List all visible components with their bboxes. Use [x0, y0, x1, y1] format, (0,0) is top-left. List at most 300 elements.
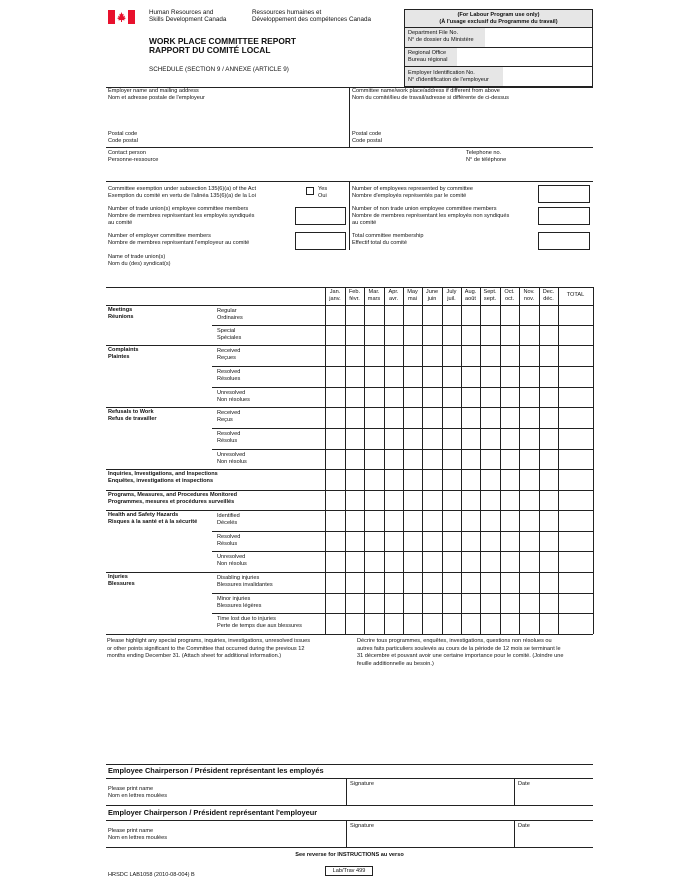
table-cell[interactable] — [481, 367, 500, 387]
table-cell[interactable] — [404, 511, 422, 531]
table-cell[interactable] — [520, 594, 539, 613]
table-cell[interactable] — [385, 326, 403, 345]
table-cell[interactable] — [540, 450, 558, 469]
table-cell[interactable] — [501, 429, 519, 449]
table-cell[interactable] — [346, 450, 364, 469]
employee-signature-label: Signature — [350, 781, 374, 787]
table-cell[interactable] — [423, 450, 442, 469]
table-cell[interactable] — [423, 306, 442, 325]
table-cell[interactable] — [404, 594, 422, 613]
table-cell[interactable] — [346, 614, 364, 634]
table-cell[interactable] — [520, 408, 539, 428]
table-cell[interactable] — [365, 388, 384, 407]
table-cell[interactable] — [385, 573, 403, 593]
table-cell[interactable] — [540, 346, 558, 366]
table-cell[interactable] — [481, 532, 500, 551]
union-members-input[interactable] — [295, 207, 346, 225]
table-cell[interactable] — [462, 306, 480, 325]
row-label-fr: Reçus — [217, 417, 233, 423]
table-cell[interactable] — [326, 573, 345, 593]
table-cell[interactable] — [540, 429, 558, 449]
employees-represented-input[interactable] — [538, 185, 590, 203]
table-cell[interactable] — [520, 367, 539, 387]
employer-name-label-fr: Nom et adresse postale de l'employeur — [108, 95, 205, 101]
table-cell[interactable] — [443, 346, 461, 366]
employer-print-name-label: Please print name — [108, 828, 154, 834]
employer-date-label: Date — [518, 823, 530, 829]
table-cell[interactable] — [501, 614, 519, 634]
month-header-3: Apr. — [388, 289, 399, 295]
table-cell[interactable] — [404, 573, 422, 593]
table-cell[interactable] — [346, 532, 364, 551]
table-cell[interactable] — [462, 326, 480, 345]
table-cell[interactable] — [346, 491, 364, 510]
employer-date-field[interactable] — [515, 821, 593, 847]
table-cell[interactable] — [385, 367, 403, 387]
table-cell[interactable] — [559, 470, 593, 490]
row-label-fr: Non résolus — [217, 459, 247, 465]
table-cell[interactable] — [423, 326, 442, 345]
lab-trav-badge: Lab/Trav 499 — [325, 866, 373, 876]
row-label-fr: Résolus — [217, 541, 238, 547]
table-cell[interactable] — [326, 594, 345, 613]
table-cell[interactable] — [365, 573, 384, 593]
table-cell[interactable] — [443, 491, 461, 510]
table-cell[interactable] — [326, 326, 345, 345]
table-cell[interactable] — [520, 326, 539, 345]
row-label: Resolved — [217, 369, 241, 375]
month-header-fr-10: nov. — [523, 296, 535, 302]
table-cell[interactable] — [481, 429, 500, 449]
employee-signature-field[interactable] — [347, 779, 513, 805]
table-cell[interactable] — [385, 614, 403, 634]
table-col-line — [345, 287, 346, 634]
table-cell[interactable] — [501, 594, 519, 613]
department-file-field[interactable]: Department File No. N° de dossier du Ministère — [405, 28, 592, 48]
table-cell[interactable] — [404, 388, 422, 407]
row-label-fr: Perte de temps due aux blessures — [217, 623, 302, 629]
table-cell[interactable] — [501, 491, 519, 510]
table-cell[interactable] — [443, 470, 461, 490]
table-cell[interactable] — [326, 470, 345, 490]
row-category: Health and Safety Hazards — [108, 512, 179, 518]
row-label-fr: Résolues — [217, 376, 241, 382]
table-cell[interactable] — [365, 470, 384, 490]
table-cell[interactable] — [501, 511, 519, 531]
table-cell[interactable] — [462, 552, 480, 572]
table-cell[interactable] — [520, 306, 539, 325]
row-category-fr: Enquêtes, investigations et inspections — [108, 478, 214, 484]
table-cell[interactable] — [559, 594, 593, 613]
table-cell[interactable] — [481, 614, 500, 634]
exemption-yes-checkbox[interactable] — [306, 187, 314, 195]
table-cell[interactable] — [481, 306, 500, 325]
table-cell[interactable] — [540, 470, 558, 490]
table-cell[interactable] — [520, 346, 539, 366]
table-cell[interactable] — [481, 388, 500, 407]
table-cell[interactable] — [346, 573, 364, 593]
nonunion-members-input[interactable] — [538, 207, 590, 225]
form-title-en: WORK PLACE COMMITTEE REPORT — [149, 36, 297, 46]
table-cell[interactable] — [559, 450, 593, 469]
employees-represented-label: Number of employees represented by committee — [352, 186, 473, 192]
table-cell[interactable] — [559, 306, 593, 325]
table-cell[interactable] — [326, 306, 345, 325]
table-cell[interactable] — [385, 388, 403, 407]
table-cell[interactable] — [462, 429, 480, 449]
employee-name-field[interactable] — [106, 779, 345, 805]
table-cell[interactable] — [365, 408, 384, 428]
table-cell[interactable] — [481, 470, 500, 490]
table-cell[interactable] — [520, 450, 539, 469]
table-cell[interactable] — [462, 408, 480, 428]
notes-instructions-fr: Décrire tous programmes, enquêtes, investigations, questions non résolues ou autres faits particuliers soulevés au cours de la période de 12 mois se terminant le 31 décembre et pouvant avoir une certaine importance pour le comité. (Joindre une feuille additionnelle au besoin.) — [357, 638, 564, 667]
total-membership-label: Total committee membership — [352, 233, 424, 239]
table-cell[interactable] — [520, 614, 539, 634]
table-cell[interactable] — [423, 511, 442, 531]
table-cell[interactable] — [443, 532, 461, 551]
employee-print-name-label: Please print name — [108, 786, 154, 792]
table-cell[interactable] — [501, 346, 519, 366]
table-cell[interactable] — [326, 491, 345, 510]
employer-signature-field[interactable] — [347, 821, 513, 847]
table-cell[interactable] — [540, 326, 558, 345]
employer-id-field[interactable]: Employer Identification No. N° d'identification de l'employeur — [405, 67, 592, 86]
table-cell[interactable] — [346, 346, 364, 366]
office-use-heading-fr: (À l'usage exclusif du Programme du travail) — [439, 19, 558, 25]
table-cell[interactable] — [346, 367, 364, 387]
table-cell[interactable] — [385, 306, 403, 325]
table-cell[interactable] — [346, 306, 364, 325]
table-cell[interactable] — [443, 306, 461, 325]
table-cell[interactable] — [365, 346, 384, 366]
table-cell[interactable] — [559, 326, 593, 345]
table-cell[interactable] — [423, 532, 442, 551]
table-cell[interactable] — [481, 594, 500, 613]
table-cell[interactable] — [540, 408, 558, 428]
month-header-fr-0: janv. — [329, 296, 341, 302]
employer-members-input[interactable] — [295, 232, 346, 250]
row-category: Refusals to Work — [108, 409, 154, 415]
table-cell[interactable] — [423, 346, 442, 366]
table-cell[interactable] — [443, 594, 461, 613]
row-label: Resolved — [217, 534, 241, 540]
table-cell[interactable] — [559, 573, 593, 593]
committee-address-field[interactable] — [350, 103, 592, 129]
row-category-fr: Réunions — [108, 314, 134, 320]
table-cell[interactable] — [501, 388, 519, 407]
table-cell[interactable] — [423, 367, 442, 387]
table-cell[interactable] — [346, 429, 364, 449]
employer-name-field[interactable] — [106, 103, 348, 129]
table-cell[interactable] — [365, 491, 384, 510]
table-cell[interactable] — [404, 306, 422, 325]
table-col-line — [558, 287, 559, 634]
row-label-fr: Blessures légères — [217, 603, 262, 609]
month-header-fr-8: sept. — [483, 296, 497, 302]
table-cell[interactable] — [481, 573, 500, 593]
table-cell[interactable] — [404, 552, 422, 572]
table-cell[interactable] — [540, 491, 558, 510]
employee-chair-heading: Employee Chairperson / Président représentant les employés — [108, 766, 324, 775]
table-cell[interactable] — [404, 408, 422, 428]
table-col-line — [461, 287, 462, 634]
table-cell[interactable] — [385, 511, 403, 531]
table-cell[interactable] — [443, 367, 461, 387]
table-cell[interactable] — [520, 511, 539, 531]
table-cell[interactable] — [365, 594, 384, 613]
table-cell[interactable] — [385, 594, 403, 613]
table-header-border — [106, 305, 593, 306]
table-cell[interactable] — [501, 408, 519, 428]
table-cell[interactable] — [540, 532, 558, 551]
month-header-fr-6: juil. — [447, 296, 456, 302]
table-cell[interactable] — [462, 470, 480, 490]
table-cell[interactable] — [365, 429, 384, 449]
table-cell[interactable] — [385, 470, 403, 490]
table-cell[interactable] — [385, 429, 403, 449]
month-header-1: Feb. — [348, 289, 361, 295]
month-header-11: Dec. — [542, 289, 555, 295]
employee-date-field[interactable] — [515, 779, 593, 805]
table-cell[interactable] — [385, 346, 403, 366]
table-cell[interactable] — [462, 491, 480, 510]
notes-instructions-en: Please highlight any special programs, inquiries, investigations, unresolved issues or other points significant to the Committee that occurred during the previous 12 months ending December 31. (Attach sheet for additional information.) — [107, 638, 311, 660]
table-cell[interactable] — [385, 491, 403, 510]
table-cell[interactable] — [385, 408, 403, 428]
table-cell[interactable] — [385, 552, 403, 572]
table-cell[interactable] — [346, 552, 364, 572]
row-label: Special — [217, 328, 236, 334]
row-label: Disabling injuries — [217, 575, 260, 581]
table-cell[interactable] — [520, 388, 539, 407]
table-cell[interactable] — [423, 552, 442, 572]
table-cell[interactable] — [462, 511, 480, 531]
table-cell[interactable] — [501, 552, 519, 572]
table-cell[interactable] — [501, 306, 519, 325]
table-cell[interactable] — [540, 306, 558, 325]
table-cell[interactable] — [520, 491, 539, 510]
row-border — [106, 490, 593, 491]
table-cell[interactable] — [443, 326, 461, 345]
nonunion-members-label: Number of non trade union employee committee members — [352, 206, 497, 212]
month-header-10: Nov. — [523, 289, 535, 295]
table-cell[interactable] — [481, 511, 500, 531]
table-cell[interactable] — [365, 450, 384, 469]
table-cell[interactable] — [559, 511, 593, 531]
table-cell[interactable] — [540, 573, 558, 593]
month-header-fr-7: août — [465, 296, 476, 302]
table-cell[interactable] — [481, 326, 500, 345]
table-cell[interactable] — [423, 573, 442, 593]
table-cell[interactable] — [462, 346, 480, 366]
table-cell[interactable] — [501, 532, 519, 551]
schedule-label: SCHEDULE (SECTION 9 / ANNEXE (ARTICLE 9) — [149, 66, 289, 73]
row-category-fr: Programmes, mesures et procédures surveillés — [108, 499, 235, 505]
table-cell[interactable] — [365, 511, 384, 531]
table-cell[interactable] — [540, 614, 558, 634]
table-cell[interactable] — [481, 491, 500, 510]
table-cell[interactable] — [404, 614, 422, 634]
row-category-fr: Risques à la santé et à la sécurité — [108, 519, 198, 525]
table-cell[interactable] — [404, 326, 422, 345]
table-cell[interactable] — [443, 450, 461, 469]
table-cell[interactable] — [559, 614, 593, 634]
table-cell[interactable] — [404, 491, 422, 510]
table-cell[interactable] — [462, 367, 480, 387]
table-cell[interactable] — [540, 388, 558, 407]
table-cell[interactable] — [559, 367, 593, 387]
table-cell[interactable] — [346, 470, 364, 490]
table-cell[interactable] — [404, 450, 422, 469]
table-cell[interactable] — [326, 388, 345, 407]
row-label: Received — [217, 410, 241, 416]
table-cell[interactable] — [462, 532, 480, 551]
contact-person-label: Contact person — [108, 150, 146, 156]
table-cell[interactable] — [365, 306, 384, 325]
table-cell[interactable] — [520, 552, 539, 572]
table-cell[interactable] — [540, 367, 558, 387]
total-header: TOTAL — [566, 292, 585, 298]
table-cell[interactable] — [443, 408, 461, 428]
row-label-fr: Reçues — [217, 355, 236, 361]
table-cell[interactable] — [559, 491, 593, 510]
table-cell[interactable] — [559, 532, 593, 551]
month-header-7: Aug. — [464, 289, 477, 295]
table-cell[interactable] — [501, 326, 519, 345]
table-cell[interactable] — [365, 367, 384, 387]
table-cell[interactable] — [559, 408, 593, 428]
row-border — [212, 613, 593, 614]
notes-area[interactable] — [106, 672, 593, 762]
table-cell[interactable] — [481, 552, 500, 572]
table-cell[interactable] — [501, 573, 519, 593]
table-cell[interactable] — [326, 408, 345, 428]
table-cell[interactable] — [443, 429, 461, 449]
table-cell[interactable] — [346, 594, 364, 613]
table-cell[interactable] — [423, 388, 442, 407]
table-cell[interactable] — [326, 429, 345, 449]
table-cell[interactable] — [462, 388, 480, 407]
regional-office-field[interactable]: Regional Office Bureau régional — [405, 48, 592, 67]
table-cell[interactable] — [520, 532, 539, 551]
table-cell[interactable] — [540, 594, 558, 613]
total-membership-input[interactable] — [538, 232, 590, 250]
table-cell[interactable] — [423, 408, 442, 428]
table-cell[interactable] — [423, 429, 442, 449]
table-cell[interactable] — [326, 614, 345, 634]
table-cell[interactable] — [501, 367, 519, 387]
row-category-fr: Plaintes — [108, 354, 130, 360]
employer-name-field[interactable] — [106, 821, 345, 847]
table-cell[interactable] — [404, 367, 422, 387]
table-cell[interactable] — [326, 511, 345, 531]
table-cell[interactable] — [559, 346, 593, 366]
table-cell[interactable] — [443, 511, 461, 531]
table-cell[interactable] — [540, 511, 558, 531]
table-cell[interactable] — [501, 450, 519, 469]
month-header-6: July — [446, 289, 457, 295]
table-cell[interactable] — [423, 491, 442, 510]
table-cell[interactable] — [443, 614, 461, 634]
table-cell[interactable] — [520, 429, 539, 449]
table-cell[interactable] — [540, 552, 558, 572]
table-cell[interactable] — [365, 614, 384, 634]
table-cell[interactable] — [443, 552, 461, 572]
union-members-label: Number of trade union(s) employee committee members — [108, 206, 249, 212]
table-top-border — [106, 287, 593, 288]
row-label: Regular — [217, 308, 237, 314]
table-cell[interactable] — [443, 573, 461, 593]
month-header-fr-9: oct. — [504, 296, 515, 302]
table-cell[interactable] — [365, 552, 384, 572]
table-cell[interactable] — [559, 552, 593, 572]
row-label: Unresolved — [217, 554, 246, 560]
table-cell[interactable] — [559, 388, 593, 407]
agency-name-en: Human Resources and Skills Development Canada — [149, 9, 227, 24]
table-cell[interactable] — [326, 450, 345, 469]
table-cell[interactable] — [326, 532, 345, 551]
row-border — [212, 325, 593, 326]
row-label: Minor injuries — [217, 596, 251, 602]
telephone-label: Telephone no. — [466, 150, 502, 156]
row-border — [212, 593, 593, 594]
table-cell[interactable] — [462, 450, 480, 469]
month-header-0: Jan. — [329, 289, 341, 295]
table-cell[interactable] — [404, 429, 422, 449]
table-cell[interactable] — [559, 429, 593, 449]
table-cell[interactable] — [365, 326, 384, 345]
row-category-fr: Refus de travailler — [108, 416, 157, 422]
table-cell[interactable] — [481, 408, 500, 428]
table-cell[interactable] — [481, 346, 500, 366]
table-cell[interactable] — [501, 470, 519, 490]
table-cell[interactable] — [404, 470, 422, 490]
table-cell[interactable] — [520, 573, 539, 593]
table-cell[interactable] — [365, 532, 384, 551]
table-cell[interactable] — [326, 346, 345, 366]
row-border — [106, 510, 593, 511]
committee-name-label-fr: Nom du comité/lieu de travail/adresse si différente de ci-dessus — [352, 95, 509, 101]
table-cell[interactable] — [423, 470, 442, 490]
table-cell[interactable] — [326, 552, 345, 572]
table-cell[interactable] — [346, 326, 364, 345]
table-cell[interactable] — [443, 388, 461, 407]
table-cell[interactable] — [404, 346, 422, 366]
canada-flag-icon — [108, 10, 135, 24]
table-cell[interactable] — [520, 470, 539, 490]
table-cell[interactable] — [326, 367, 345, 387]
table-cell[interactable] — [423, 614, 442, 634]
row-border — [106, 634, 593, 635]
trade-union-field[interactable] — [106, 268, 593, 284]
row-label-fr: Non résolus — [217, 561, 247, 567]
table-cell[interactable] — [385, 532, 403, 551]
row-label-fr: Blessures invalidantes — [217, 582, 273, 588]
table-cell[interactable] — [385, 450, 403, 469]
table-cell[interactable] — [462, 573, 480, 593]
table-cell[interactable] — [423, 594, 442, 613]
month-header-fr-11: déc. — [543, 296, 554, 302]
table-cell[interactable] — [404, 532, 422, 551]
table-cell[interactable] — [462, 594, 480, 613]
row-category: Meetings — [108, 307, 133, 313]
table-cell[interactable] — [346, 511, 364, 531]
table-cell[interactable] — [481, 450, 500, 469]
table-cell[interactable] — [346, 408, 364, 428]
table-cell[interactable] — [346, 388, 364, 407]
table-cell[interactable] — [462, 614, 480, 634]
